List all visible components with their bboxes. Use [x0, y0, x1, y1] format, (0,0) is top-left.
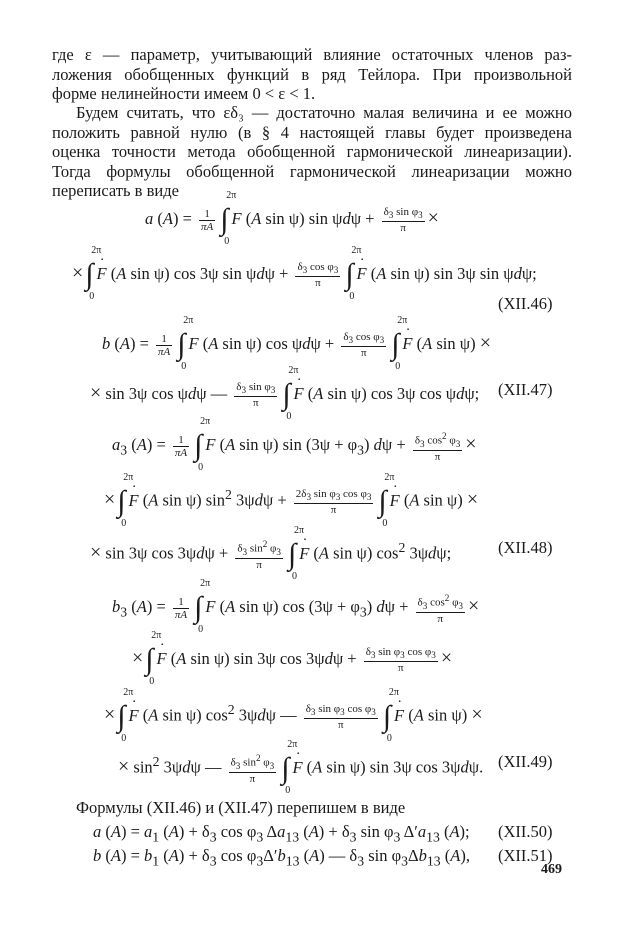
- equation-b-line2: × sin 3ψ cos ψdψ — $\frac{\delta_3 \sin \varphi_3}{\pi}$ ∫ 2π 0 ˙ F (A sin ψ) cos 3ψ cos ψdψ;: [90, 380, 479, 410]
- equation-a3-line2: ×∫ 2π 0 ˙ F (A sin ψ) $\sin^2 3\psi d\psi$ + $\frac{2\delta_3 \sin \varphi_3 \cos \varphi_3}{\pi}$ ∫ 2π 0 ˙ F (A sin ψ) ×: [104, 485, 478, 517]
- text-line: ложения обобщенных функций в ряд Тейлора. При произвольной: [52, 64, 572, 84]
- equation-tag: (XII.46): [498, 294, 553, 313]
- text-line: Будем считать, что εδ₃ — достаточно малая величина и ее можно: [76, 103, 572, 122]
- equation-a-line2: ×∫ 2π 0 ˙ F (A sin ψ) cos 3ψ sin ψdψ + $\frac{\delta_3 \cos \varphi_3}{\pi}$ ∫ 2π 0 ˙ F (A sin ψ) sin 3ψ sin ψdψ;: [72, 260, 537, 290]
- equation-b3-line3: ×∫ 2π 0 ˙ F (A sin ψ) $\cos^2 3\psi d\psi$ — $\frac{\delta_3 \sin \varphi_3 \cos \varphi_3}{\pi}$ ∫ 2π 0 ˙ F (A sin ψ) ×: [104, 700, 483, 732]
- equation-b3-line1: $b_3$ (A) = $\frac{1}{\pi A}$ ∫ 2π 0 F (A sin ψ) $\cos (3\psi + \varphi_3)$ dψ + $\frac{\delta_3 \cos^2 \varphi_3}{\pi}$ ×: [112, 578, 480, 636]
- equation-a-line1: a (A) = $\frac{1}{\pi A}$ ∫ 2π 0 F (A sin ψ) sin ψdψ + $\frac{\delta_3 \sin \varphi_3}{\pi}$ ×: [145, 190, 439, 247]
- text-line: переписать в виде: [52, 181, 179, 200]
- page-number: 469: [541, 862, 562, 877]
- equation-b-rewritten: b $(A) = b_1$ $(A) + \delta_3$ $\cos \varphi_3\Delta'b_{13}$ (A) — $\delta_3$ $\sin \varphi_3\Delta b_{13}$ (A),: [93, 846, 470, 869]
- equation-b3-line2: ×∫ 2π 0 ˙ F (A sin ψ) sin 3ψ cos 3ψdψ + $\frac{\delta_3 \sin \varphi_3 \cos \varphi_3}{\pi}$ ×: [132, 645, 452, 675]
- equation-b-line1: b (A) = $\frac{1}{\pi A}$ ∫ 2π 0 F (A sin ψ) cos ψdψ + $\frac{\delta_3 \cos \varphi_3}{\pi}$ ∫ 2π 0 ˙ F (A sin ψ) ×: [102, 330, 491, 360]
- equation-a-rewritten: a $(A) = a_1$ $(A) + \delta_3$ $\cos \varphi_3$ $\Delta a_{13}$ $(A) + \delta_3$ $\sin \varphi_3$ $\Delta'a_{13}$ (A);: [93, 822, 470, 845]
- equation-tag: (XII.51): [498, 846, 553, 865]
- text-line: Формулы (XII.46) и (XII.47) перепишем в виде: [76, 798, 406, 817]
- equation-b3-line4: × $\sin^2 3\psi d\psi$ — $\frac{\delta_3 \sin^2 \varphi_3}{\pi}$ ∫ 2π 0 ˙ F (A sin ψ) sin 3ψ cos 3ψdψ.: [118, 752, 483, 785]
- equation-tag: (XII.47): [498, 380, 553, 399]
- text-line: форме нелинейности имеем 0 < ε < 1.: [52, 84, 316, 103]
- text-line: оценка точности метода обобщенной гармонической линеаризации).: [52, 142, 572, 161]
- paragraph-parameter: [52, 45, 572, 104]
- paragraph-assumption: [52, 103, 572, 201]
- equation-tag: (XII.50): [498, 822, 553, 841]
- paragraph-rewrite: [76, 798, 556, 818]
- equation-a3-line1: $a_3$ (A) = $\frac{1}{\pi A}$ ∫ 2π 0 F (A sin ψ) $\sin (3\psi + \varphi_3)$ dψ + $\frac{\delta_3 \cos^2 \varphi_3}{\pi}$ ×: [112, 416, 477, 474]
- equation-tag: (XII.48): [498, 538, 553, 557]
- text-line: где ε — параметр, учитывающий влияние остаточных членов раз-: [52, 45, 572, 64]
- equation-tag: (XII.49): [498, 752, 553, 771]
- text-line: положить равной нулю (в § 4 настоящей главы будет произведена: [52, 122, 572, 142]
- equation-a3-line3: × sin 3ψ cos 3ψdψ + $\frac{\delta_3 \sin^2 \varphi_3}{\pi}$ ∫ 2π 0 ˙ F (A sin ψ) $\cos^2 3\psi d\psi$;: [90, 538, 451, 571]
- text-line: Тогда формулы обобщенной гармонической линеаризации можно: [52, 161, 572, 181]
